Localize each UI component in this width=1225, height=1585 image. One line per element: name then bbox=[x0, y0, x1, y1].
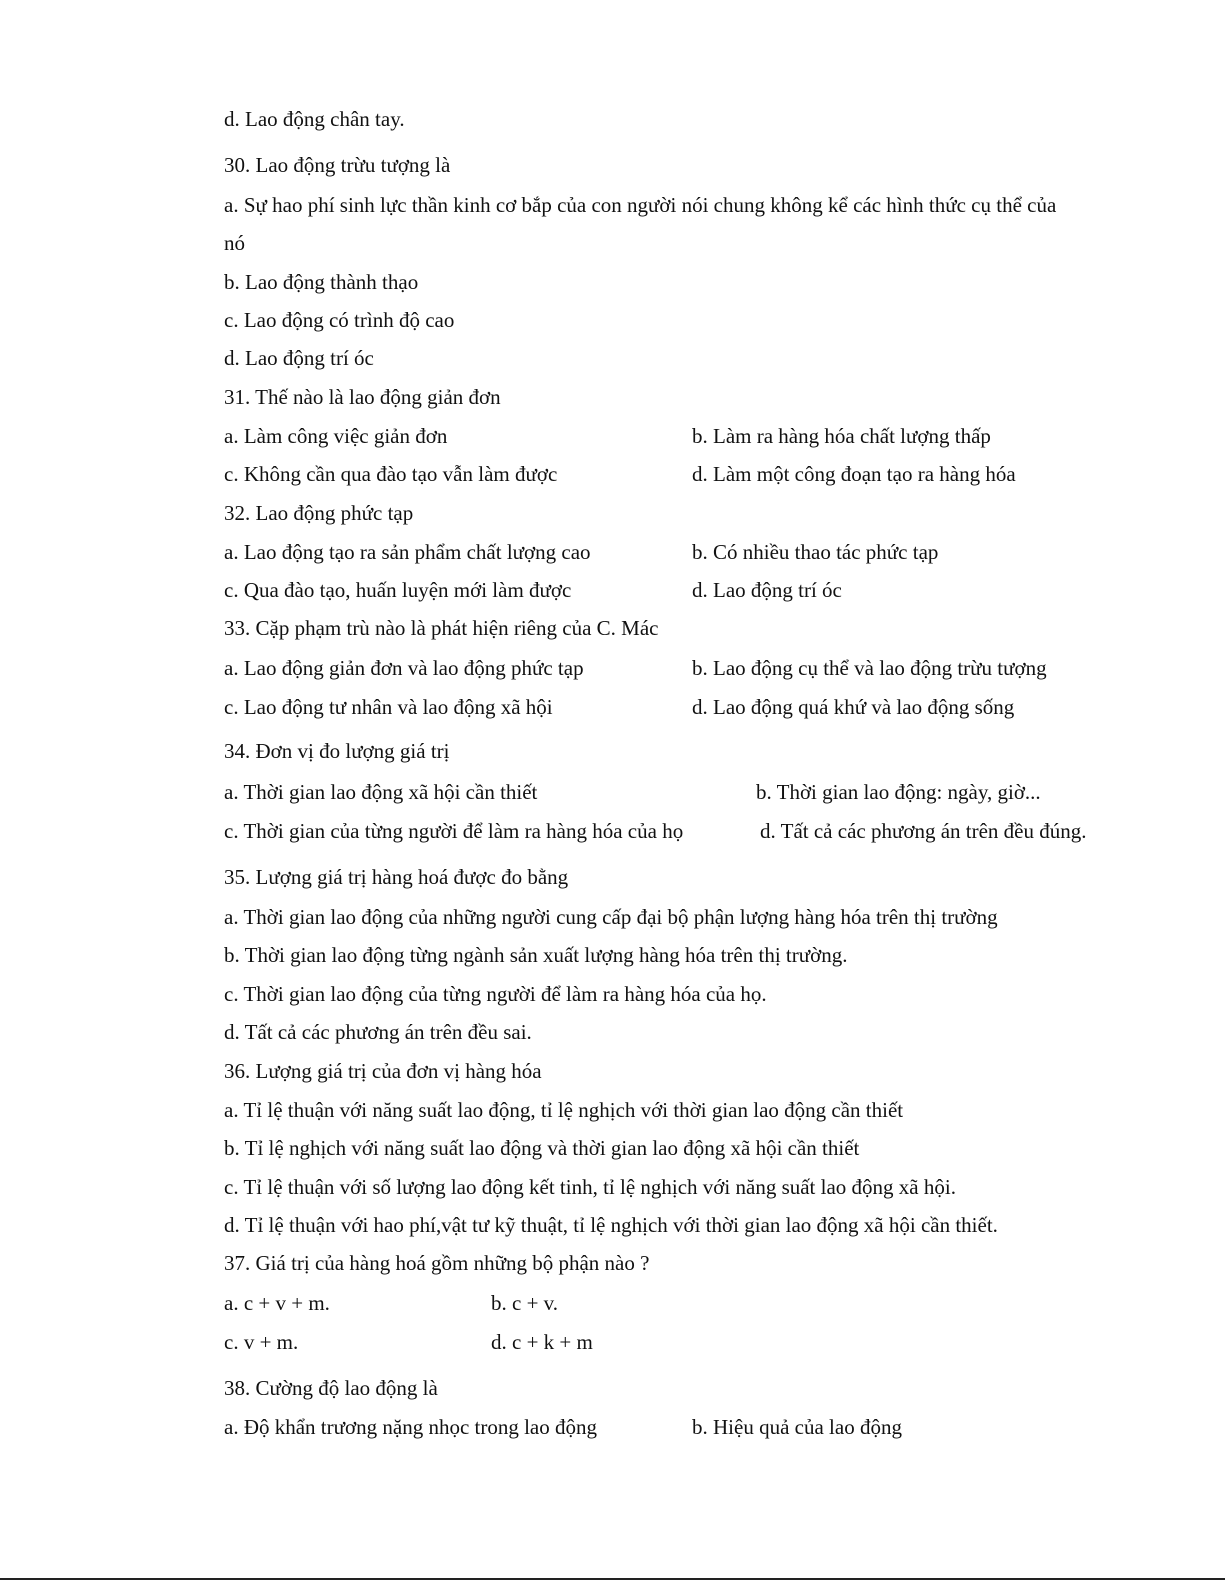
q38-option-a: a. Độ khẩn trương nặng nhọc trong lao động bbox=[224, 1415, 597, 1439]
q30-option-a: a. Sự hao phí sinh lực thần kinh cơ bắp của con người nói chung không kể các hình thức cụ thể của bbox=[224, 193, 1057, 217]
q37-option-b: b. c + v. bbox=[491, 1291, 559, 1315]
q33-option-b: b. Lao động cụ thể và lao động trừu tượng bbox=[692, 656, 1047, 680]
q30-option-c: c. Lao động có trình độ cao bbox=[224, 308, 455, 332]
q34-option-a: a. Thời gian lao động xã hội cần thiết bbox=[224, 780, 538, 804]
q31-option-c: c. Không cần qua đào tạo vẫn làm được bbox=[224, 462, 558, 486]
q35-question: 35. Lượng giá trị hàng hoá được đo bằng bbox=[224, 865, 569, 889]
q32-option-b: b. Có nhiều thao tác phức tạp bbox=[692, 540, 939, 564]
q30-option-d: d. Lao động trí óc bbox=[224, 346, 374, 370]
q30-option-b: b. Lao động thành thạo bbox=[224, 270, 419, 294]
q31-option-d: d. Làm một công đoạn tạo ra hàng hóa bbox=[692, 462, 1016, 486]
q35-option-a: a. Thời gian lao động của những người cung cấp đại bộ phận lượng hàng hóa trên thị trường bbox=[224, 905, 998, 929]
q30-option-a-cont: nó bbox=[224, 231, 245, 255]
q33-option-d: d. Lao động quá khứ và lao động sống bbox=[692, 695, 1015, 719]
q35-option-b: b. Thời gian lao động từng ngành sản xuất lượng hàng hóa trên thị trường. bbox=[224, 943, 848, 967]
q36-option-d: d. Tỉ lệ thuận với hao phí,vật tư kỹ thuật, tỉ lệ nghịch với thời gian lao động xã hội cần thiết. bbox=[224, 1213, 998, 1237]
q36-option-a: a. Tỉ lệ thuận với năng suất lao động, tỉ lệ nghịch với thời gian lao động cần thiết bbox=[224, 1098, 904, 1122]
q34-option-d: d. Tất cả các phương án trên đều đúng. bbox=[760, 819, 1087, 843]
q36-option-c: c. Tỉ lệ thuận với số lượng lao động kết tinh, tỉ lệ nghịch với năng suất lao động xã hội. bbox=[224, 1175, 956, 1199]
q32-option-c: c. Qua đào tạo, huấn luyện mới làm được bbox=[224, 578, 572, 602]
q38-question: 38. Cường độ lao động là bbox=[224, 1376, 438, 1400]
q33-option-c: c. Lao động tư nhân và lao động xã hội bbox=[224, 695, 553, 719]
page-bottom-rule bbox=[0, 1578, 1225, 1580]
q33-question: 33. Cặp phạm trù nào là phát hiện riêng của C. Mác bbox=[224, 616, 659, 640]
q31-option-a: a. Làm công việc giản đơn bbox=[224, 424, 448, 448]
q37-option-d: d. c + k + m bbox=[491, 1330, 593, 1354]
q30-question: 30. Lao động trừu tượng là bbox=[224, 153, 451, 177]
q32-option-a: a. Lao động tạo ra sản phẩm chất lượng cao bbox=[224, 540, 591, 564]
q32-option-d: d. Lao động trí óc bbox=[692, 578, 842, 602]
q38-option-b: b. Hiệu quả của lao động bbox=[692, 1415, 902, 1439]
q36-option-b: b. Tỉ lệ nghịch với năng suất lao động và thời gian lao động xã hội cần thiết bbox=[224, 1136, 860, 1160]
q35-option-c: c. Thời gian lao động của từng người để làm ra hàng hóa của họ. bbox=[224, 982, 767, 1006]
q37-question: 37. Giá trị của hàng hoá gồm những bộ phận nào ? bbox=[224, 1251, 650, 1275]
q34-question: 34. Đơn vị đo lượng giá trị bbox=[224, 739, 450, 763]
q31-question: 31. Thế nào là lao động giản đơn bbox=[224, 385, 501, 409]
q36-question: 36. Lượng giá trị của đơn vị hàng hóa bbox=[224, 1059, 542, 1083]
q29-option-d: d. Lao động chân tay. bbox=[224, 107, 405, 131]
q35-option-d: d. Tất cả các phương án trên đều sai. bbox=[224, 1020, 532, 1044]
q34-option-c: c. Thời gian của từng người để làm ra hàng hóa của họ bbox=[224, 819, 684, 843]
q34-option-b: b. Thời gian lao động: ngày, giờ... bbox=[756, 780, 1041, 804]
q37-option-a: a. c + v + m. bbox=[224, 1291, 330, 1315]
q33-option-a: a. Lao động giản đơn và lao động phức tạp bbox=[224, 656, 584, 680]
q37-option-c: c. v + m. bbox=[224, 1330, 299, 1354]
q31-option-b: b. Làm ra hàng hóa chất lượng thấp bbox=[692, 424, 991, 448]
q32-question: 32. Lao động phức tạp bbox=[224, 501, 414, 525]
